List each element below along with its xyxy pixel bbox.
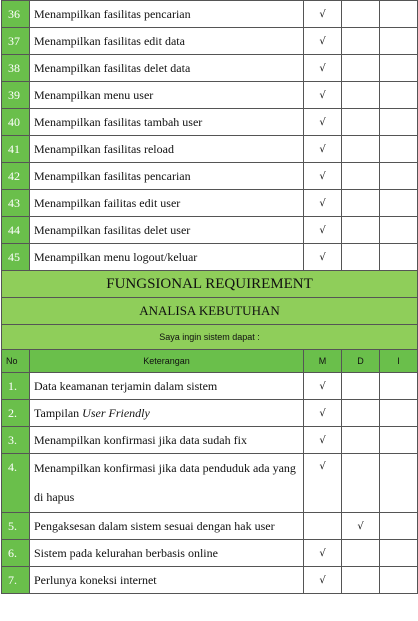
- col-m-check: √: [304, 567, 342, 594]
- row-number: 37: [2, 28, 30, 55]
- table-row: [2, 540, 418, 567]
- col-m-check: √: [304, 454, 342, 513]
- row-number: 5.: [2, 513, 30, 540]
- row-description: [30, 454, 304, 513]
- requirements-table: [1, 0, 418, 594]
- col-d-check: [342, 244, 380, 271]
- table-row: [2, 427, 418, 454]
- row-description: Menampilkan fasilitas delet user: [30, 217, 304, 244]
- row-number: 3.: [2, 427, 30, 454]
- col-d-check: [342, 55, 380, 82]
- row-description: Menampilkan menu user: [30, 82, 304, 109]
- table-row: [2, 136, 418, 163]
- header-no: No: [2, 350, 30, 373]
- col-d-check: [342, 400, 380, 427]
- section-banner: [2, 271, 418, 298]
- row-description: Menampilkan menu logout/keluar: [30, 244, 304, 271]
- col-m-check: √: [304, 540, 342, 567]
- row-description-line2: di hapus: [34, 490, 75, 504]
- col-i-check: [380, 82, 418, 109]
- col-i-check: [380, 109, 418, 136]
- row-number: 4.: [2, 454, 30, 513]
- col-d-check: [342, 373, 380, 400]
- row-number: 1.: [2, 373, 30, 400]
- table-row: [2, 567, 418, 594]
- row-description: Menampilkan failitas edit user: [30, 190, 304, 217]
- table-row: [2, 163, 418, 190]
- header-m: M: [304, 350, 342, 373]
- col-m-check: √: [304, 373, 342, 400]
- col-i-check: [380, 513, 418, 540]
- col-i-check: [380, 244, 418, 271]
- row-number: 6.: [2, 540, 30, 567]
- row-number: 44: [2, 217, 30, 244]
- col-d-check: [342, 136, 380, 163]
- col-m-check: √: [304, 136, 342, 163]
- col-m-check: √: [304, 109, 342, 136]
- row-number: 2.: [2, 400, 30, 427]
- table-row: [2, 454, 418, 513]
- col-m-check: √: [304, 400, 342, 427]
- col-i-check: [380, 567, 418, 594]
- table-row: [2, 109, 418, 136]
- row-description-line1: Menampilkan konfirmasi jika data penduduk ada yang: [34, 461, 296, 475]
- col-d-check: [342, 190, 380, 217]
- col-i-check: [380, 163, 418, 190]
- table-row: [2, 217, 418, 244]
- col-m-check: √: [304, 82, 342, 109]
- table-row: [2, 55, 418, 82]
- col-i-check: [380, 1, 418, 28]
- row-description: Menampilkan fasilitas pencarian: [30, 1, 304, 28]
- section-title: FUNGSIONAL REQUIREMENT: [2, 271, 418, 298]
- col-m-check: √: [304, 163, 342, 190]
- table-row: [2, 82, 418, 109]
- col-d-check: [342, 1, 380, 28]
- col-m-check: √: [304, 244, 342, 271]
- header-keterangan: Keterangan: [30, 350, 304, 373]
- col-m-check: √: [304, 190, 342, 217]
- subsection-banner: [2, 298, 418, 325]
- table-row: [2, 513, 418, 540]
- row-number: 45: [2, 244, 30, 271]
- col-m-check: √: [304, 427, 342, 454]
- row-number: 40: [2, 109, 30, 136]
- row-description-emphasis: User Friendly: [82, 405, 150, 420]
- col-m-check: √: [304, 1, 342, 28]
- col-i-check: [380, 55, 418, 82]
- col-i-check: [380, 28, 418, 55]
- col-i-check: [380, 454, 418, 513]
- col-d-check: [342, 427, 380, 454]
- row-number: 7.: [2, 567, 30, 594]
- col-i-check: [380, 373, 418, 400]
- col-m-check: [304, 513, 342, 540]
- row-description: Pengaksesan dalam sistem sesuai dengan hak user: [30, 513, 304, 540]
- col-i-check: [380, 540, 418, 567]
- row-number: 42: [2, 163, 30, 190]
- row-number: 39: [2, 82, 30, 109]
- col-i-check: [380, 217, 418, 244]
- row-number: 38: [2, 55, 30, 82]
- table-row: [2, 373, 418, 400]
- row-description: Data keamanan terjamin dalam sistem: [30, 373, 304, 400]
- col-m-check: √: [304, 28, 342, 55]
- col-i-check: [380, 136, 418, 163]
- col-d-check: [342, 82, 380, 109]
- table-row: [2, 190, 418, 217]
- row-description: Menampilkan fasilitas delet data: [30, 55, 304, 82]
- table-row: [2, 28, 418, 55]
- row-description: [30, 400, 304, 427]
- col-m-check: √: [304, 55, 342, 82]
- table-row: [2, 244, 418, 271]
- row-description: Sistem pada kelurahan berbasis online: [30, 540, 304, 567]
- table-row: [2, 1, 418, 28]
- col-d-check: [342, 163, 380, 190]
- row-description-prefix: Tampilan: [34, 405, 83, 420]
- row-number: 36: [2, 1, 30, 28]
- row-description: Menampilkan konfirmasi jika data sudah fix: [30, 427, 304, 454]
- row-description: Perlunya koneksi internet: [30, 567, 304, 594]
- table-row: [2, 400, 418, 427]
- col-d-check: [342, 217, 380, 244]
- row-description: Menampilkan fasilitas pencarian: [30, 163, 304, 190]
- header-i: I: [380, 350, 418, 373]
- col-i-check: [380, 400, 418, 427]
- prompt-text: Saya ingin sistem dapat :: [2, 325, 418, 350]
- col-d-check: √: [342, 513, 380, 540]
- col-d-check: [342, 567, 380, 594]
- table-header: [2, 350, 418, 373]
- header-d: D: [342, 350, 380, 373]
- row-description: Menampilkan fasilitas edit data: [30, 28, 304, 55]
- col-d-check: [342, 28, 380, 55]
- col-d-check: [342, 540, 380, 567]
- prompt-banner: [2, 325, 418, 350]
- col-i-check: [380, 190, 418, 217]
- row-number: 43: [2, 190, 30, 217]
- col-i-check: [380, 427, 418, 454]
- col-d-check: [342, 454, 380, 513]
- col-m-check: √: [304, 217, 342, 244]
- row-description: Menampilkan fasilitas tambah user: [30, 109, 304, 136]
- col-d-check: [342, 109, 380, 136]
- row-description: Menampilkan fasilitas reload: [30, 136, 304, 163]
- subsection-title: ANALISA KEBUTUHAN: [2, 298, 418, 325]
- row-number: 41: [2, 136, 30, 163]
